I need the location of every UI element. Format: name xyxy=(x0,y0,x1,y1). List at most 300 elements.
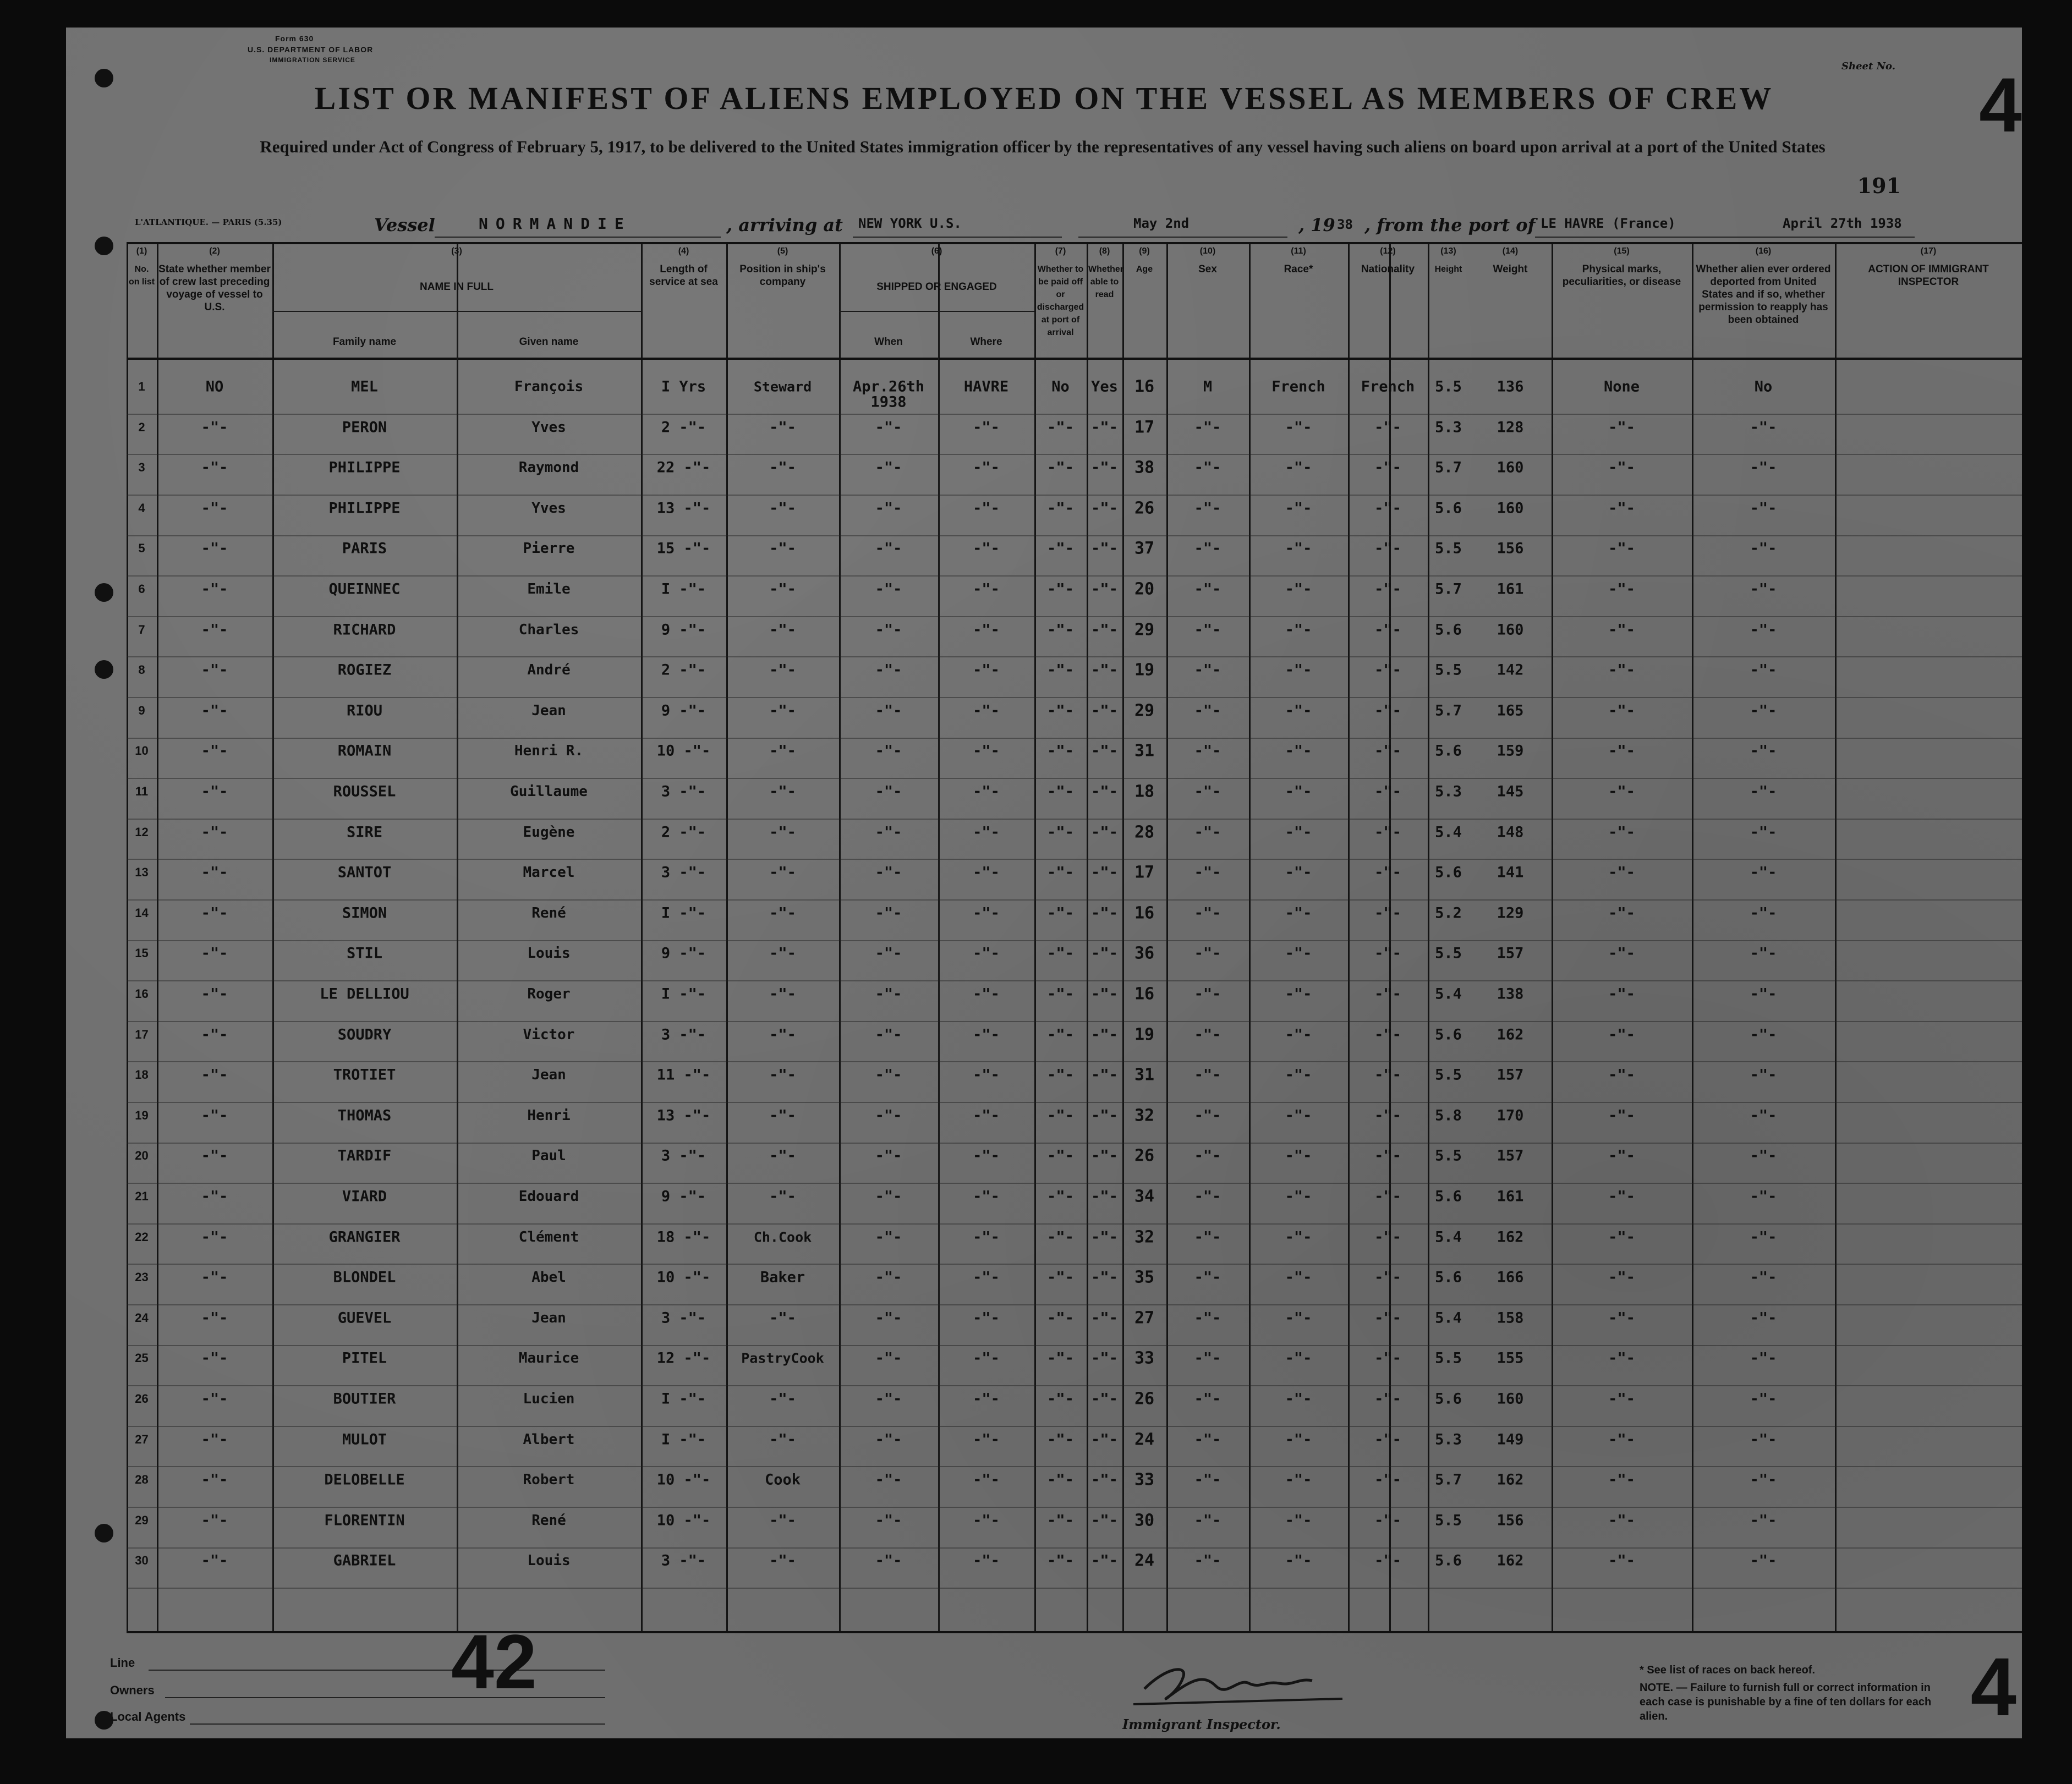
cell-when: -"- xyxy=(875,1309,902,1327)
cell-position: -"- xyxy=(769,661,796,679)
cell-service: 12 -"- xyxy=(656,1349,711,1367)
column-rule xyxy=(1552,242,1553,1631)
cell-read: -"- xyxy=(1091,742,1118,760)
cell-race: -"- xyxy=(1285,1309,1312,1327)
cell-age: 16 xyxy=(1134,984,1155,1004)
cell-given: Maurice xyxy=(518,1350,579,1367)
cell-marks: -"- xyxy=(1608,1107,1635,1124)
column-number: (4) xyxy=(678,246,689,256)
cell-no: 5 xyxy=(138,541,145,556)
cell-age: 38 xyxy=(1134,458,1155,477)
cell-where: -"- xyxy=(973,1269,1000,1286)
cell-when: -"- xyxy=(875,742,902,760)
row-rule xyxy=(127,697,2022,698)
cell-where: -"- xyxy=(973,1066,1000,1084)
cell-prev: -"- xyxy=(201,985,228,1003)
manifest-sheet xyxy=(66,28,2022,1738)
cell-prev: -"- xyxy=(201,742,228,760)
cell-race: -"- xyxy=(1285,1066,1312,1084)
cell-nationality: -"- xyxy=(1374,1147,1401,1165)
cell-service: 2 -"- xyxy=(661,824,706,841)
cell-where: -"- xyxy=(973,419,1000,436)
cell-age: 20 xyxy=(1134,579,1155,599)
cell-marks: -"- xyxy=(1608,864,1635,881)
cell-prev: -"- xyxy=(201,864,228,881)
cell-where: -"- xyxy=(973,661,1000,679)
cell-weight: 148 xyxy=(1497,824,1524,841)
cell-prev: -"- xyxy=(201,1066,228,1084)
cell-age: 35 xyxy=(1134,1267,1155,1287)
cell-read: -"- xyxy=(1091,985,1118,1003)
cell-height: 5.7 xyxy=(1435,459,1462,476)
cell-nationality: -"- xyxy=(1374,783,1401,800)
cell-read: -"- xyxy=(1091,783,1118,800)
cell-position: -"- xyxy=(769,1309,796,1327)
cell-where: -"- xyxy=(973,904,1000,922)
cell-position: -"- xyxy=(769,459,796,476)
cell-where: -"- xyxy=(973,1349,1000,1367)
cell-height: 5.5 xyxy=(1435,1349,1462,1367)
cell-height: 5.7 xyxy=(1435,580,1462,598)
cell-race: -"- xyxy=(1285,1188,1312,1205)
cell-no: 26 xyxy=(135,1392,149,1406)
cell-no: 11 xyxy=(135,784,149,798)
when-header: When xyxy=(874,336,903,348)
cell-position: -"- xyxy=(769,864,796,881)
cell-where: -"- xyxy=(973,540,1000,557)
cell-marks: -"- xyxy=(1608,1431,1635,1448)
cell-deported: -"- xyxy=(1750,742,1777,760)
row-rule xyxy=(127,535,2022,536)
cell-deported: -"- xyxy=(1750,702,1777,720)
cell-nationality: -"- xyxy=(1374,1026,1401,1044)
column-number: (13) xyxy=(1440,246,1456,256)
column-header: Whether to be paid off or discharged at port of arrival xyxy=(1037,265,1084,337)
form-title: LIST OR MANIFEST OF ALIENS EMPLOYED ON THE VESSEL AS MEMBERS OF CREW xyxy=(314,80,1774,116)
cell-marks: -"- xyxy=(1608,742,1635,760)
cell-no: 24 xyxy=(135,1310,149,1325)
cell-deported: -"- xyxy=(1750,1471,1777,1489)
cell-read: -"- xyxy=(1091,1471,1118,1489)
punch-hole xyxy=(95,583,113,602)
cell-prev: -"- xyxy=(201,904,228,922)
cell-deported: -"- xyxy=(1750,1066,1777,1084)
cell-family: RIOU xyxy=(346,702,383,720)
cell-nationality: -"- xyxy=(1374,1228,1401,1246)
cell-height: 5.8 xyxy=(1435,1107,1462,1124)
column-rule xyxy=(1348,242,1350,1631)
sheet-label: Sheet No. xyxy=(1841,61,1895,72)
local-agents-label: Local Agents xyxy=(110,1710,186,1723)
column-number: (5) xyxy=(777,246,788,256)
cell-position: -"- xyxy=(769,1107,796,1124)
cell-nationality: -"- xyxy=(1374,621,1401,639)
cell-height: 5.6 xyxy=(1435,864,1462,881)
cell-family: SANTOT xyxy=(337,864,392,881)
cell-prev: -"- xyxy=(201,1431,228,1448)
cell-given: Louis xyxy=(527,945,571,962)
cell-paid: -"- xyxy=(1047,1349,1074,1367)
cell-paid: -"- xyxy=(1047,1471,1074,1489)
cell-weight: 159 xyxy=(1497,742,1524,760)
cell-no: 2 xyxy=(138,420,145,434)
cell-sex: -"- xyxy=(1194,1228,1221,1246)
cell-paid: -"- xyxy=(1047,1026,1074,1044)
row-rule xyxy=(127,575,2022,577)
cell-height: 5.6 xyxy=(1435,1552,1462,1569)
cell-height: 5.4 xyxy=(1435,985,1462,1003)
cell-nationality: -"- xyxy=(1374,864,1401,881)
cell-deported: -"- xyxy=(1750,985,1777,1003)
cell-age: 29 xyxy=(1134,620,1155,640)
cell-age: 17 xyxy=(1134,863,1155,882)
cell-position: -"- xyxy=(769,1390,796,1408)
cell-weight: 142 xyxy=(1497,661,1524,679)
cell-read: -"- xyxy=(1091,1552,1118,1569)
column-header: Whether able to read xyxy=(1088,265,1123,299)
departure-date: April 27th 1938 xyxy=(1783,216,1902,231)
cell-service: 18 -"- xyxy=(656,1228,711,1246)
cell-prev: -"- xyxy=(201,540,228,557)
column-number: (16) xyxy=(1755,246,1772,256)
cell-nationality: -"- xyxy=(1374,1309,1401,1327)
cell-service: 9 -"- xyxy=(661,945,706,962)
cell-given: Charles xyxy=(518,621,579,638)
cell-service: 15 -"- xyxy=(656,540,711,557)
cell-sex: -"- xyxy=(1194,459,1221,476)
cell-sex: -"- xyxy=(1194,1471,1221,1489)
cell-weight: 162 xyxy=(1497,1552,1524,1569)
cell-deported: -"- xyxy=(1750,945,1777,962)
cell-deported: -"- xyxy=(1750,1431,1777,1448)
cell-age: 17 xyxy=(1134,418,1155,437)
cell-where: -"- xyxy=(973,621,1000,639)
column-number: (6) xyxy=(931,246,942,256)
cell-sex: -"- xyxy=(1194,661,1221,679)
cell-no: 15 xyxy=(135,946,149,960)
cell-weight: 157 xyxy=(1497,945,1524,962)
cell-no: 7 xyxy=(138,622,145,636)
cell-when: -"- xyxy=(875,1471,902,1489)
cell-given: Lucien xyxy=(523,1391,575,1407)
cell-paid: -"- xyxy=(1047,1107,1074,1124)
cell-height: 5.7 xyxy=(1435,702,1462,720)
cell-service: 3 -"- xyxy=(661,1552,706,1569)
cell-sex: -"- xyxy=(1194,1188,1221,1205)
cell-paid: -"- xyxy=(1047,985,1074,1003)
cell-sex: -"- xyxy=(1194,1552,1221,1569)
cell-prev: -"- xyxy=(201,1269,228,1286)
cell-marks: None xyxy=(1603,378,1640,396)
cell-weight: 160 xyxy=(1497,499,1524,517)
cell-height: 5.5 xyxy=(1435,945,1462,962)
cell-sex: -"- xyxy=(1194,499,1221,517)
department-name: U.S. DEPARTMENT OF LABOR xyxy=(248,45,374,54)
cell-sex: -"- xyxy=(1194,540,1221,557)
cell-prev: -"- xyxy=(201,1512,228,1529)
cell-given: Henri xyxy=(527,1107,571,1124)
cell-service: 2 -"- xyxy=(661,661,706,679)
cell-family: SIRE xyxy=(346,824,383,841)
cell-service: 10 -"- xyxy=(656,1512,711,1529)
cell-service: 9 -"- xyxy=(661,1188,706,1205)
cell-where: -"- xyxy=(973,702,1000,720)
service-name: IMMIGRATION SERVICE xyxy=(270,56,355,64)
cell-deported: No xyxy=(1754,378,1773,396)
cell-when: -"- xyxy=(875,580,902,598)
column-header: SHIPPED OR ENGAGED xyxy=(876,281,997,293)
cell-no: 23 xyxy=(135,1270,149,1285)
cell-read: -"- xyxy=(1091,824,1118,841)
cell-position: -"- xyxy=(769,419,796,436)
cell-position: Ch.Cook xyxy=(753,1229,812,1245)
cell-deported: -"- xyxy=(1750,1228,1777,1246)
cell-prev: -"- xyxy=(201,1107,228,1124)
cell-deported: -"- xyxy=(1750,1512,1777,1529)
column-header: Whether alien ever ordered deported from United States and if so, whether permission to reapply has been obtained xyxy=(1696,264,1831,326)
cell-marks: -"- xyxy=(1608,419,1635,436)
subheader-rule xyxy=(457,311,458,1631)
cell-deported: -"- xyxy=(1750,1026,1777,1044)
cell-when: -"- xyxy=(875,1349,902,1367)
cell-age: 34 xyxy=(1134,1187,1155,1206)
stamp-number: 42 xyxy=(451,1618,537,1705)
cell-position: -"- xyxy=(769,702,796,720)
cell-marks: -"- xyxy=(1608,1471,1635,1489)
cell-deported: -"- xyxy=(1750,783,1777,800)
cell-family: THOMAS xyxy=(337,1107,392,1124)
cell-weight: 155 xyxy=(1497,1349,1524,1367)
cell-nationality: -"- xyxy=(1374,540,1401,557)
cell-family: VIARD xyxy=(342,1188,387,1205)
cell-race: -"- xyxy=(1285,1349,1312,1367)
column-number: (9) xyxy=(1139,246,1150,256)
cell-where: -"- xyxy=(973,1107,1000,1124)
cell-given: Clément xyxy=(518,1228,579,1245)
cell-no: 20 xyxy=(135,1149,149,1163)
cell-sex: -"- xyxy=(1194,580,1221,598)
cell-prev: -"- xyxy=(201,1147,228,1165)
cell-position: Steward xyxy=(753,378,812,395)
cell-marks: -"- xyxy=(1608,1228,1635,1246)
cell-read: -"- xyxy=(1091,904,1118,922)
cell-paid: -"- xyxy=(1047,1390,1074,1408)
cell-position: -"- xyxy=(769,1066,796,1084)
cell-race: -"- xyxy=(1285,1107,1312,1124)
cell-when: -"- xyxy=(875,1107,902,1124)
cell-deported: -"- xyxy=(1750,459,1777,476)
cell-race: -"- xyxy=(1285,783,1312,800)
row-rule xyxy=(127,1466,2022,1467)
row-rule xyxy=(127,940,2022,941)
cell-weight: 160 xyxy=(1497,459,1524,476)
cell-where: -"- xyxy=(973,1431,1000,1448)
cell-given: Louis xyxy=(527,1552,571,1569)
cell-race: -"- xyxy=(1285,702,1312,720)
cell-height: 5.6 xyxy=(1435,1188,1462,1205)
cell-service: 10 -"- xyxy=(656,742,711,760)
cell-no: 17 xyxy=(135,1027,149,1041)
column-header: Sex xyxy=(1198,264,1217,275)
cell-when: -"- xyxy=(875,419,902,436)
column-rule xyxy=(1428,242,1429,1631)
cell-prev: -"- xyxy=(201,661,228,679)
cell-marks: -"- xyxy=(1608,1390,1635,1408)
cell-position: -"- xyxy=(769,904,796,922)
cell-race: -"- xyxy=(1285,499,1312,517)
cell-given: René xyxy=(531,904,566,921)
column-header: Physical marks, peculiarities, or disease xyxy=(1562,264,1681,288)
cell-no: 14 xyxy=(135,905,149,920)
cell-service: 3 -"- xyxy=(661,783,706,800)
cell-deported: -"- xyxy=(1750,824,1777,841)
arrival-date: May 2nd xyxy=(1133,216,1190,231)
cell-given: Yves xyxy=(531,499,566,517)
cell-service: 9 -"- xyxy=(661,702,706,720)
column-rule xyxy=(641,242,643,1631)
row-rule xyxy=(127,1061,2022,1062)
cell-read: -"- xyxy=(1091,945,1118,962)
cell-deported: -"- xyxy=(1750,1107,1777,1124)
row-rule xyxy=(127,656,2022,657)
cell-no: 4 xyxy=(138,501,145,515)
cell-family: MEL xyxy=(351,378,378,396)
cell-marks: -"- xyxy=(1608,580,1635,598)
cell-height: 5.2 xyxy=(1435,904,1462,922)
column-rule xyxy=(1389,242,1391,1631)
column-header: State whether member of crew last preceding voyage of vessel to U.S. xyxy=(158,264,271,313)
cell-weight: 145 xyxy=(1497,783,1524,800)
cell-height: 5.6 xyxy=(1435,1026,1462,1044)
cell-weight: 166 xyxy=(1497,1269,1524,1286)
cell-paid: -"- xyxy=(1047,1228,1074,1246)
page-number: 191 xyxy=(1857,173,1901,198)
column-header: NAME IN FULL xyxy=(419,281,494,293)
cell-prev: -"- xyxy=(201,824,228,841)
act-text: Required under Act of Congress of February 5, 1917, to be delivered to the United States immigration officer by the representatives of any vessel having such aliens on board upon arrival at a port of the United States xyxy=(260,137,1826,156)
cell-paid: -"- xyxy=(1047,621,1074,639)
cell-race: -"- xyxy=(1285,1269,1312,1286)
cell-read: -"- xyxy=(1091,661,1118,679)
cell-weight: 162 xyxy=(1497,1228,1524,1246)
departure-port: LE HAVRE (France) xyxy=(1541,216,1676,231)
cell-nationality: -"- xyxy=(1374,1431,1401,1448)
cell-sex: -"- xyxy=(1194,1269,1221,1286)
punch-hole xyxy=(95,1524,113,1543)
row-rule xyxy=(127,1385,2022,1386)
cell-no: 10 xyxy=(135,744,149,758)
cell-when: -"- xyxy=(875,1390,902,1408)
cell-family: PITEL xyxy=(342,1349,387,1367)
cell-given: François xyxy=(514,378,584,395)
column-header: Height xyxy=(1434,265,1462,274)
cell-nationality: -"- xyxy=(1374,824,1401,841)
cell-given: Yves xyxy=(531,419,566,436)
cell-deported: -"- xyxy=(1750,621,1777,639)
cell-service: I -"- xyxy=(661,1390,706,1408)
cell-deported: -"- xyxy=(1750,580,1777,598)
given-name-header: Given name xyxy=(519,336,579,348)
cell-marks: -"- xyxy=(1608,459,1635,476)
corner-number: 4 xyxy=(1970,1640,2016,1733)
cell-nationality: -"- xyxy=(1374,1066,1401,1084)
cell-sex: -"- xyxy=(1194,1026,1221,1044)
cell-race: -"- xyxy=(1285,1026,1312,1044)
cell-height: 5.4 xyxy=(1435,1309,1462,1327)
cell-no: 16 xyxy=(135,987,149,1001)
cell-no: 28 xyxy=(135,1473,149,1487)
cell-service: 22 -"- xyxy=(656,459,711,476)
cell-when: -"- xyxy=(875,540,902,557)
cell-weight: 156 xyxy=(1497,1512,1524,1529)
cell-race: -"- xyxy=(1285,1512,1312,1529)
cell-position: -"- xyxy=(769,824,796,841)
cell-family: GUEVEL xyxy=(337,1309,392,1327)
cell-where: -"- xyxy=(973,1309,1000,1327)
cell-no: 21 xyxy=(135,1189,149,1203)
cell-race: -"- xyxy=(1285,540,1312,557)
cell-sex: -"- xyxy=(1194,1349,1221,1367)
sheet-number: 4 xyxy=(1979,62,2022,148)
cell-service: I Yrs xyxy=(661,378,706,396)
cell-age: 24 xyxy=(1134,1551,1155,1571)
row-rule xyxy=(127,980,2022,981)
row-rule xyxy=(127,1547,2022,1549)
cell-paid: -"- xyxy=(1047,1512,1074,1529)
cell-sex: -"- xyxy=(1194,1107,1221,1124)
cell-where: -"- xyxy=(973,1390,1000,1408)
cell-age: 26 xyxy=(1134,498,1155,518)
cell-family: BOUTIER xyxy=(333,1390,396,1408)
cell-nationality: -"- xyxy=(1374,661,1401,679)
cell-nationality: -"- xyxy=(1374,459,1401,476)
cell-weight: 136 xyxy=(1497,378,1524,396)
cell-family: RICHARD xyxy=(333,621,396,639)
cell-age: 29 xyxy=(1134,701,1155,721)
cell-height: 5.5 xyxy=(1435,1147,1462,1165)
cell-no: 19 xyxy=(135,1108,149,1122)
cell-marks: -"- xyxy=(1608,499,1635,517)
cell-read: -"- xyxy=(1091,1107,1118,1124)
cell-read: -"- xyxy=(1091,864,1118,881)
year-label: , 19 xyxy=(1298,215,1335,235)
cell-prev: -"- xyxy=(201,1552,228,1569)
cell-family: STIL xyxy=(346,945,383,962)
cell-paid: -"- xyxy=(1047,824,1074,841)
cell-marks: -"- xyxy=(1608,1066,1635,1084)
cell-sex: -"- xyxy=(1194,783,1221,800)
cell-given: Jean xyxy=(531,702,566,719)
cell-given: Roger xyxy=(527,986,571,1002)
cell-height: 5.6 xyxy=(1435,621,1462,639)
column-number: (17) xyxy=(1920,246,1937,256)
cell-race: -"- xyxy=(1285,661,1312,679)
cell-family: MULOT xyxy=(342,1431,387,1448)
cell-age: 33 xyxy=(1134,1348,1155,1368)
cell-weight: 161 xyxy=(1497,1188,1524,1205)
cell-read: -"- xyxy=(1091,1228,1118,1246)
row-rule xyxy=(127,242,2022,244)
cell-prev: NO xyxy=(205,378,224,396)
cell-when: -"- xyxy=(875,1066,902,1084)
column-rule xyxy=(1692,242,1693,1631)
cell-position: -"- xyxy=(769,621,796,639)
cell-no: 9 xyxy=(138,703,145,717)
cell-family: TROTIET xyxy=(333,1066,396,1084)
line-label: Line xyxy=(110,1656,135,1670)
cell-nationality: -"- xyxy=(1374,1390,1401,1408)
column-number: (1) xyxy=(136,246,147,256)
